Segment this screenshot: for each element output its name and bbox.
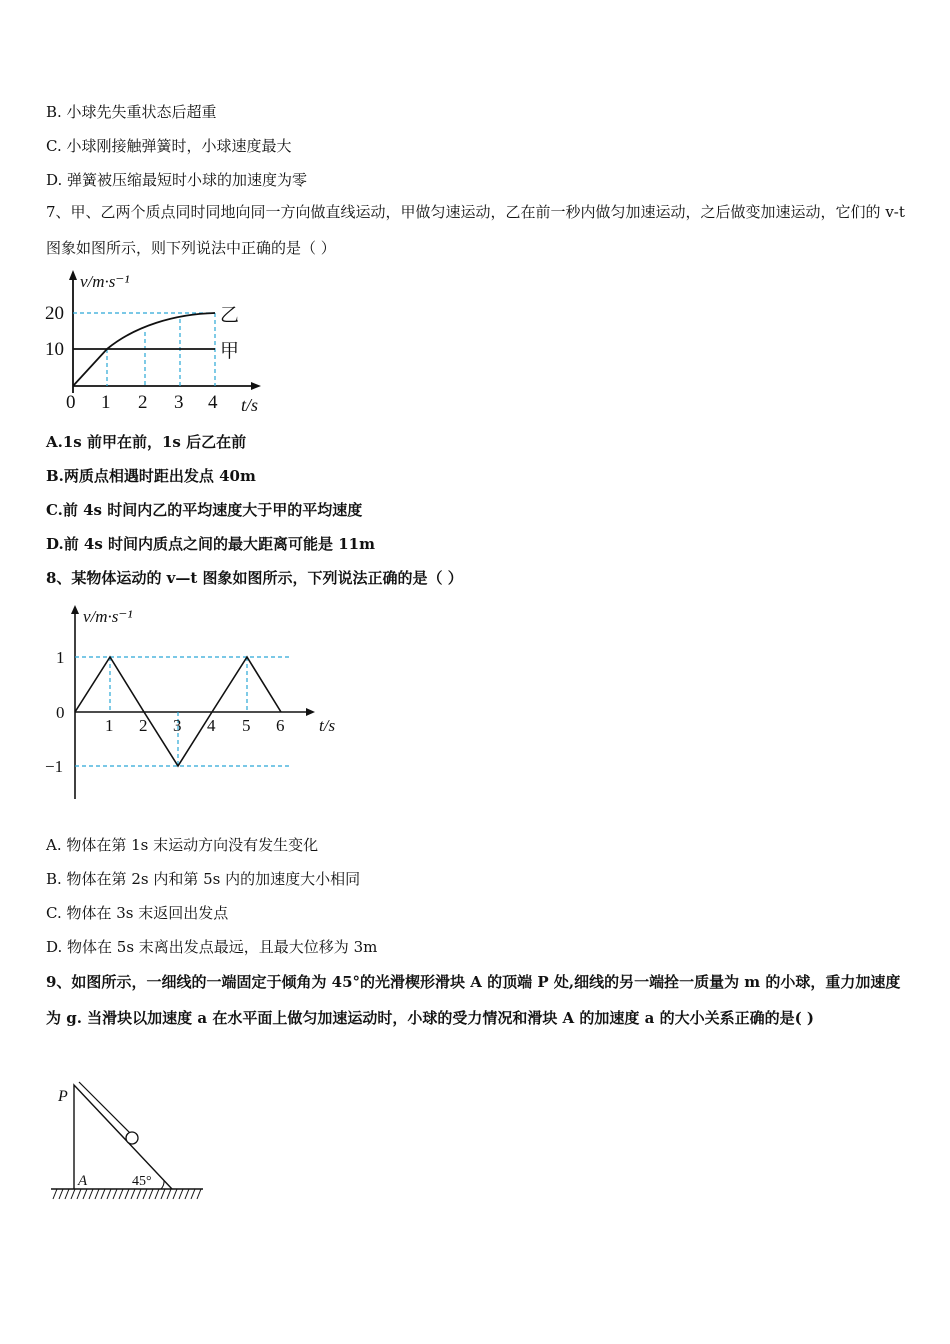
q7-vt-graph [40, 268, 280, 418]
q8-y-label: v/m·s⁻¹ [83, 607, 133, 626]
q8-option-b: B. 物体在第 2s 内和第 5s 内的加速度大小相同 [46, 870, 361, 888]
q7-tick-20: 20 [45, 303, 64, 324]
q8-tick-1: 1 [56, 648, 65, 667]
q7-tick-x1: 1 [101, 392, 111, 413]
q9-label-a: A [78, 1173, 88, 1189]
q6-option-b: B. 小球先失重状态后超重 [46, 103, 217, 121]
q9-string [79, 1082, 132, 1135]
q8-tick-0: 0 [56, 703, 65, 722]
q7-label-yi: 乙 [220, 305, 240, 326]
q7-stem: 7、甲、乙两个质点同时同地向同一方向做直线运动，甲做匀速运动，乙在前一秒内做匀加速运动，之后做变加速运动，它们的 v-t 图象如图所示，则下列说法中正确的是（ ） [46, 203, 905, 257]
q7-option-b: B.两质点相遇时距出发点 40m [46, 467, 256, 485]
q7-tick-x3: 3 [174, 392, 184, 413]
q7-label-jia: 甲 [220, 341, 240, 362]
q6-option-c: C. 小球刚接触弹簧时，小球速度最大 [46, 137, 292, 155]
q7-x-label: t/s [241, 395, 259, 415]
q8-option-c: C. 物体在 3s 末返回出发点 [46, 904, 229, 922]
q8-tick-neg1: −1 [45, 757, 64, 776]
q9-stem: 9、如图所示，一细线的一端固定于倾角为 45°的光滑楔形滑块 A 的顶端 P 处,细线的另一端拴一质量为 m 的小球，重力加速度为 g. 当滑块以加速度 a 在水平面上做匀加速运动时，小球的受力情况和滑块 A 的加速度 a 的大小关系正确的是( ) [46, 973, 901, 1027]
q8-option-d: D. 物体在 5s 末离出发点最远，且最大位移为 3m [46, 938, 378, 956]
q7-option-d: D.前 4s 时间内质点之间的最大距离可能是 11m [46, 535, 375, 553]
q8-vt-graph [40, 600, 350, 805]
q7-tick-x4: 4 [208, 392, 218, 413]
q7-tick-x0: 0 [66, 392, 76, 413]
q8-tick-x4: 4 [207, 716, 216, 735]
q8-option-a: A. 物体在第 1s 末运动方向没有发生变化 [46, 836, 319, 854]
q8-tick-x1: 1 [105, 716, 114, 735]
q8-tick-x3: 3 [173, 716, 182, 735]
q9-angle-label: 45° [132, 1174, 152, 1189]
q9-label-p: P [58, 1088, 68, 1105]
q8-tick-x5: 5 [242, 716, 251, 735]
q8-x-label: t/s [319, 716, 336, 735]
q7-tick-10: 10 [45, 339, 64, 360]
q7-tick-x2: 2 [138, 392, 148, 413]
q9-wedge [74, 1085, 172, 1189]
q9-ball [126, 1132, 138, 1144]
q8-tick-x6: 6 [276, 716, 285, 735]
q7-option-c: C.前 4s 时间内乙的平均速度大于甲的平均速度 [46, 501, 363, 519]
q7-option-a: A.1s 前甲在前，1s 后乙在前 [46, 433, 247, 451]
q8-tick-x2: 2 [139, 716, 148, 735]
q9-wedge-figure [46, 1080, 206, 1205]
q6-option-d: D. 弹簧被压缩最短时小球的加速度为零 [46, 171, 308, 189]
q8-stem: 8、某物体运动的 v—t 图象如图所示，下列说法正确的是（ ） [46, 569, 463, 587]
q7-y-label: v/m·s⁻¹ [80, 272, 130, 291]
